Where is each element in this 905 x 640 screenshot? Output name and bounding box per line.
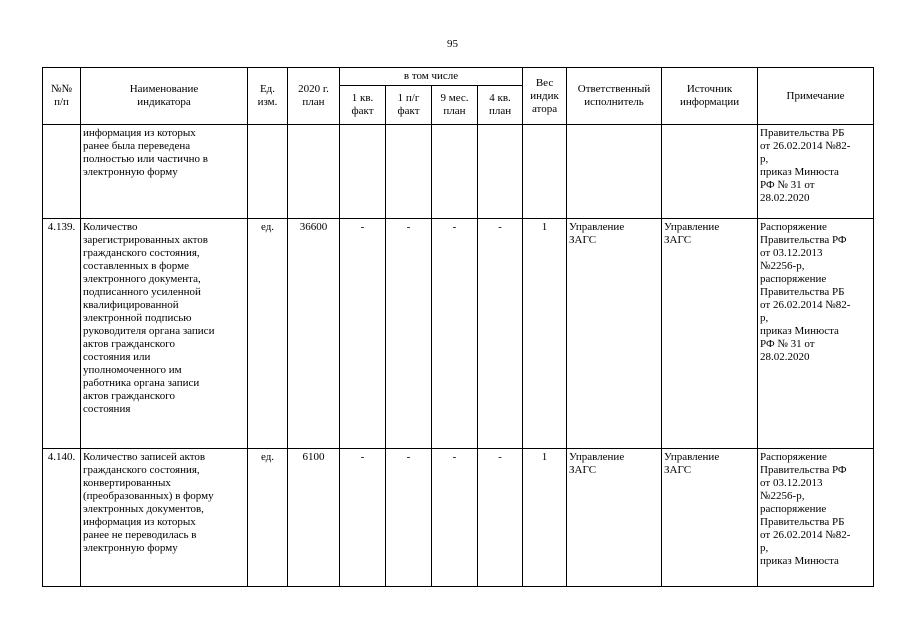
q4-cell: - — [478, 449, 523, 587]
m9-cell — [432, 125, 478, 219]
weight-cell — [523, 125, 567, 219]
h1-cell: - — [386, 449, 432, 587]
h1-cell: - — [386, 219, 432, 449]
indicator-name: Количество записей актов гражданского состояния, конвертированных (преобразованных) в форму электронных документов, информация из которых ранее не переводилась в электронную форму — [81, 449, 248, 587]
table-row — [43, 449, 874, 587]
header-9m-plan: 9 мес. план — [432, 86, 478, 125]
header-weight: Вес индик атора — [523, 68, 567, 125]
page-number: 95 — [447, 38, 458, 50]
note-cell: Распоряжение Правительства РФ от 03.12.2013 №2256-р, распоряжение Правительства РБ от 26.02.2014 №82- р, приказ Минюста РФ № 31 от 28.02.2020 — [758, 219, 874, 449]
weight-cell: 1 — [523, 449, 567, 587]
header-including: в том числе — [340, 68, 523, 86]
plan-cell — [288, 125, 340, 219]
responsible-cell: Управление ЗАГС — [567, 219, 662, 449]
indicators-table — [42, 67, 874, 587]
plan-cell: 36600 — [288, 219, 340, 449]
note-cell: Распоряжение Правительства РФ от 03.12.2013 №2256-р, распоряжение Правительства РБ от 26.02.2014 №82- р, приказ Минюста — [758, 449, 874, 587]
header-note: Примечание — [758, 68, 874, 125]
unit-cell: ед. — [248, 449, 288, 587]
source-cell: Управление ЗАГС — [662, 449, 758, 587]
header-row-1 — [43, 68, 874, 86]
weight-cell: 1 — [523, 219, 567, 449]
q4-cell — [478, 125, 523, 219]
m9-cell: - — [432, 219, 478, 449]
row-number — [43, 125, 81, 219]
indicator-name: Количество зарегистрированных актов гражданского состояния, составленных в форме электронного документа, подписанного усиленной квалифицированной электронной подписью руководителя органа записи актов гражданского состояния или уполномоченного им работника органа записи актов гражданского состояния — [81, 219, 248, 449]
responsible-cell — [567, 125, 662, 219]
unit-cell — [248, 125, 288, 219]
q1-cell: - — [340, 449, 386, 587]
q1-cell — [340, 125, 386, 219]
header-source: Источник информации — [662, 68, 758, 125]
plan-cell: 6100 — [288, 449, 340, 587]
header-q4-plan: 4 кв. план — [478, 86, 523, 125]
table-row — [43, 219, 874, 449]
row-number: 4.140. — [43, 449, 81, 587]
header-unit: Ед. изм. — [248, 68, 288, 125]
source-cell — [662, 125, 758, 219]
header-name: Наименование индикатора — [81, 68, 248, 125]
header-num: №№ п/п — [43, 68, 81, 125]
note-cell: Правительства РБ от 26.02.2014 №82- р, приказ Минюста РФ № 31 от 28.02.2020 — [758, 125, 874, 219]
h1-cell — [386, 125, 432, 219]
header-h1-fact: 1 п/г факт — [386, 86, 432, 125]
header-responsible: Ответственный исполнитель — [567, 68, 662, 125]
unit-cell: ед. — [248, 219, 288, 449]
table-row — [43, 125, 874, 219]
row-number: 4.139. — [43, 219, 81, 449]
q4-cell: - — [478, 219, 523, 449]
q1-cell: - — [340, 219, 386, 449]
source-cell: Управление ЗАГС — [662, 219, 758, 449]
responsible-cell: Управление ЗАГС — [567, 449, 662, 587]
indicator-name: информация из которых ранее была переведена полностью или частично в электронную форму — [81, 125, 248, 219]
header-q1-fact: 1 кв. факт — [340, 86, 386, 125]
header-plan-2020: 2020 г. план — [288, 68, 340, 125]
m9-cell: - — [432, 449, 478, 587]
